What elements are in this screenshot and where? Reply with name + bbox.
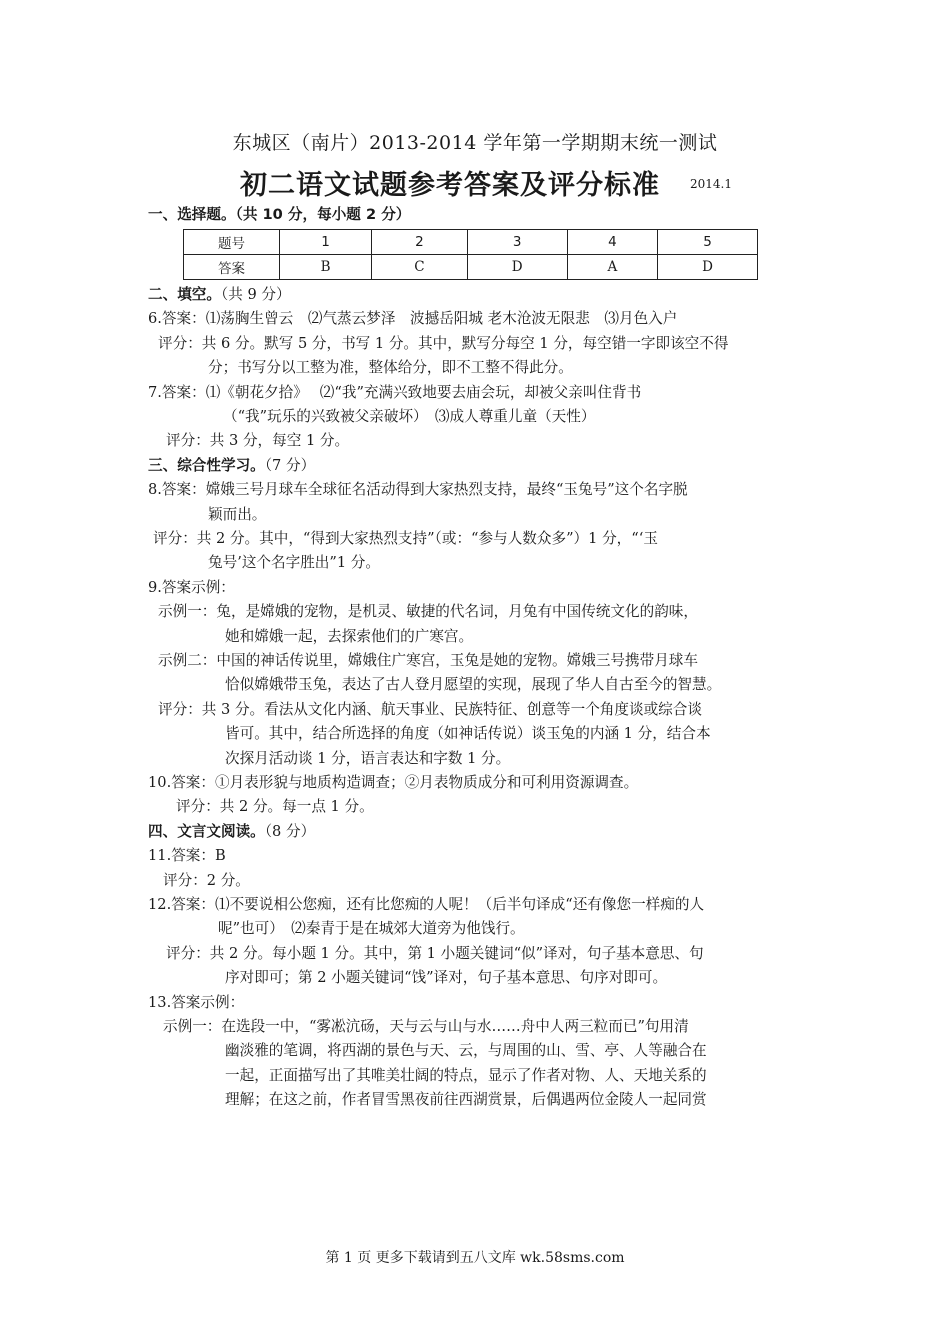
table-header-cell: 答案: [184, 255, 280, 280]
text-line: [158, 602, 698, 622]
text-line: [148, 773, 638, 793]
line-text: 呢”也可） ⑵秦青于是在城郊大道旁为他饯行。: [218, 920, 525, 938]
table-cell: 4: [567, 230, 658, 255]
text-line: [148, 383, 641, 403]
document-title-line1: 东城区（南片）2013-2014 学年第一学期期末统一测试: [232, 132, 718, 154]
section-heading: [148, 456, 315, 476]
line-text: 二、填空。: [148, 286, 221, 303]
table-header-cell: 题号: [184, 230, 280, 255]
line-text: 次探月活动谈 1 分，语言表达和字数 1 分。: [225, 749, 511, 767]
text-line: [166, 431, 349, 451]
line-text: 恰似嫦娥带玉兔，表达了古人登月愿望的实现，展现了华人自古至今的智慧。: [225, 676, 722, 694]
line-text: 兔号’这个名字胜出”1 分。: [208, 554, 380, 572]
page-footer: 第 1 页 更多下载请到五八文库 wk.58sms.com: [325, 1250, 625, 1266]
text-line: [225, 1090, 707, 1110]
line-text: 皆可。其中，结合所选择的角度（如神话传说）谈玉兔的内涵 1 分，结合本: [225, 725, 711, 743]
table-cell: 1: [280, 230, 372, 255]
section-heading: [148, 822, 315, 842]
text-line: [223, 407, 595, 427]
text-line: [176, 797, 374, 817]
text-line: [166, 944, 704, 964]
text-line: [148, 846, 226, 866]
answer-table: [183, 229, 758, 280]
text-line: [163, 871, 250, 891]
table-row: [184, 255, 758, 280]
table-cell: D: [658, 255, 758, 280]
line-text: 序对即可；第 2 小题关键词“饯”译对，句子基本意思、句序对即可。: [225, 969, 668, 987]
text-line: [225, 968, 667, 988]
section-heading: [148, 285, 291, 305]
table-cell: D: [467, 255, 567, 280]
line-text: 幽淡雅的笔调，将西湖的景色与天、云，与周围的山、雪、亭、人等融合在: [225, 1042, 707, 1060]
text-line: [225, 627, 473, 647]
line-text: 评分：共 2 分。其中，“得到大家热烈支持”（或：“参与人数众多”）1 分，“‘玉: [153, 530, 658, 547]
line-text: 三、综合性学习。: [148, 456, 265, 474]
line-text-points: （8 分）: [264, 822, 316, 840]
table-cell: B: [280, 255, 372, 280]
text-line: [163, 1017, 689, 1037]
text-line: [225, 724, 711, 744]
line-text: 评分：2 分。: [163, 871, 250, 889]
line-text-points: （共 9 分）: [220, 286, 291, 303]
table-cell: C: [372, 255, 468, 280]
text-line: [148, 993, 244, 1013]
line-text: 评分：共 3 分，每空 1 分。: [166, 432, 350, 450]
document-date: 2014.1: [690, 177, 732, 191]
document-title-line2: 初二语文试题参考答案及评分标准: [240, 170, 660, 201]
line-text-points: （7 分）: [264, 456, 316, 474]
text-line: [148, 309, 677, 329]
line-text: 评分：共 2 分。每一点 1 分。: [176, 798, 374, 816]
line-text: 12.答案：⑴不要说相公您痴，还有比您痴的人呢！（后半句译成“还有像您一样痴的人: [148, 896, 705, 913]
table-row: [184, 230, 758, 255]
line-text: 评分：共 2 分。每小题 1 分。其中，第 1 小题关键词“似”译对，句子基本意思、句: [166, 944, 704, 962]
line-text: 13.答案示例：: [148, 993, 245, 1011]
line-text: 她和嫦娥一起，去探索他们的广寒宫。: [225, 627, 474, 645]
line-text: 理解；在这之前，作者冒雪黑夜前往西湖赏景，后偶遇两位金陵人一起同赏: [225, 1091, 707, 1109]
text-line: [225, 1041, 707, 1061]
text-line: [225, 1066, 707, 1086]
table-cell: A: [567, 255, 658, 280]
text-line: [148, 578, 235, 598]
text-line: [158, 651, 698, 671]
text-line: [208, 553, 380, 573]
table-cell: 3: [467, 230, 567, 255]
table-cell: 5: [658, 230, 758, 255]
text-line: [153, 529, 658, 549]
text-line: [158, 700, 702, 720]
line-text: 示例一：在选段一中，“雾凇沆砀，天与云与山与水……舟中人两三粒而已”句用清: [163, 1018, 689, 1035]
table-cell: 2: [372, 230, 468, 255]
line-text: 评分：共 6 分。默写 5 分，书写 1 分。其中，默写分每空 1 分，每空错一字即该空不得: [158, 334, 729, 352]
text-line: [148, 895, 704, 915]
text-line: [218, 919, 525, 939]
line-text: 示例二：中国的神话传说里，嫦娥住广寒宫，玉兔是她的宠物。嫦娥三号携带月球车: [158, 652, 698, 669]
line-text: 8.答案：嫦娥三号月球车全球征名活动得到大家热烈支持，最终“玉兔号”这个名字脱: [148, 481, 688, 499]
line-text: 示例一：兔，是嫦娥的宠物，是机灵、敏捷的代名词，月兔有中国传统文化的韵味，: [158, 603, 698, 621]
text-line: [148, 480, 688, 500]
line-text: 9.答案示例：: [148, 578, 235, 596]
text-line: [225, 749, 510, 769]
line-text: 10.答案：①月表形貌与地质构造调查；②月表物质成分和可利用资源调查。: [148, 774, 639, 791]
text-line: [208, 358, 573, 378]
section1-heading: 一、选择题。（共 10 分，每小题 2 分）: [148, 206, 411, 223]
line-text: 11.答案：B: [148, 847, 226, 865]
line-text: 6.答案：⑴荡胸生曾云 ⑵气蒸云梦泽 波撼岳阳城 老木沧波无限悲 ⑶月色入户: [148, 310, 678, 328]
line-text: 一起，正面描写出了其唯美壮阔的特点，显示了作者对物、人、天地关系的: [225, 1066, 707, 1084]
line-text: （“我”玩乐的兴致被父亲破坏） ⑶成人尊重儿童（天性）: [223, 408, 596, 425]
line-text: 颖而出。: [208, 505, 267, 523]
line-text: 四、文言文阅读。: [148, 822, 265, 840]
line-text: 7.答案：⑴《朝花夕拾》 ⑵“我”充满兴致地要去庙会玩，却被父亲叫住背书: [148, 383, 642, 401]
text-line: [158, 334, 728, 354]
line-text: 分；书写分以工整为准，整体给分，即不工整不得此分。: [208, 359, 573, 377]
text-line: [225, 675, 721, 695]
text-line: [208, 505, 266, 525]
line-text: 评分：共 3 分。看法从文化内涵、航天事业、民族特征、创意等一个角度谈或综合谈: [158, 700, 702, 718]
